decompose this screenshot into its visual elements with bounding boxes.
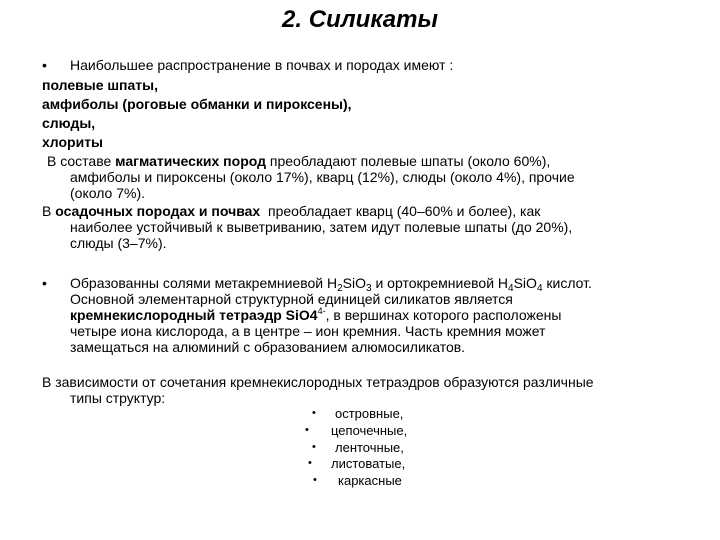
sedimentary-line xyxy=(42,203,540,219)
bullet-icon: • xyxy=(313,474,317,486)
sedimentary-bold: осадочных породах и почвах xyxy=(55,203,261,219)
bullet-icon: • xyxy=(312,441,316,453)
structure-type-item: цепочечные, xyxy=(331,423,408,438)
formation-text: кислот. xyxy=(542,275,592,291)
magmatic-line: (около 7%). xyxy=(70,185,145,201)
magmatic-line xyxy=(47,153,550,169)
formation-line: Основной элементарной структурной единицей силикатов является xyxy=(70,291,513,307)
formation-text: SiO xyxy=(342,275,367,291)
magmatic-line: амфиболы и пироксены (около 17%), кварц (12%), слюды (около 4%), прочие xyxy=(70,169,575,185)
bullet-icon: • xyxy=(312,407,316,419)
bullet-icon: • xyxy=(305,424,309,436)
structure-type-item: ленточные, xyxy=(335,440,404,455)
structure-type-item: каркасные xyxy=(338,473,402,488)
subscript: 4 xyxy=(508,283,514,294)
sedimentary-prefix: В xyxy=(42,203,56,219)
formation-line: четыре иона кислорода, а в центре – ион кремния. Часть кремния может xyxy=(70,323,546,339)
bullet-icon: • xyxy=(308,457,312,469)
structure-type-item: листоватые, xyxy=(331,456,406,471)
sedimentary-rest: преобладает кварц (40–60% и более), как xyxy=(260,203,541,219)
slide-title: 2. Силикаты xyxy=(282,6,438,33)
structure-type-item: островные, xyxy=(335,406,404,421)
formation-text: , в вершинах которого расположены xyxy=(325,307,562,323)
formation-line: замещаться на алюминий с образованием алюмосиликатов. xyxy=(70,339,466,355)
subscript: 3 xyxy=(366,283,372,294)
magmatic-bold: магматических пород xyxy=(115,153,266,169)
superscript: 4- xyxy=(317,306,326,316)
bullet-icon: • xyxy=(42,275,47,291)
subscript: 2 xyxy=(337,283,343,294)
magmatic-prefix: В составе xyxy=(47,153,116,169)
magmatic-rest: преобладают полевые шпаты (около 60%), xyxy=(266,153,551,169)
structures-intro-line: типы структур: xyxy=(70,390,166,406)
mineral-item: слюды, xyxy=(42,115,96,131)
tetrahedron-term: кремнекислородный тетраэдр SiO4 xyxy=(70,307,318,323)
sedimentary-line: слюды (3–7%). xyxy=(70,235,167,251)
formation-text: и ортокремниевой H xyxy=(371,275,509,291)
formation-text: SiO xyxy=(513,275,537,291)
sedimentary-line: наиболее устойчивый к выветриванию, затем идут полевые шпаты (до 20%), xyxy=(70,219,573,235)
formation-line xyxy=(70,275,592,294)
formation-text: Образованны солями метакремниевой H xyxy=(70,275,338,291)
subscript: 4 xyxy=(536,283,543,294)
mineral-item: амфиболы (роговые обманки и пироксены), xyxy=(42,96,352,112)
formation-line xyxy=(70,307,561,323)
mineral-item: полевые шпаты, xyxy=(42,77,159,93)
mineral-item: хлориты xyxy=(42,134,104,150)
structures-intro-line: В зависимости от сочетания кремнекислородных тетраэдров образуются различные xyxy=(42,374,594,390)
intro-text: Наибольшее распространение в почвах и породах имеют : xyxy=(70,57,454,73)
bullet-icon: • xyxy=(42,57,47,73)
